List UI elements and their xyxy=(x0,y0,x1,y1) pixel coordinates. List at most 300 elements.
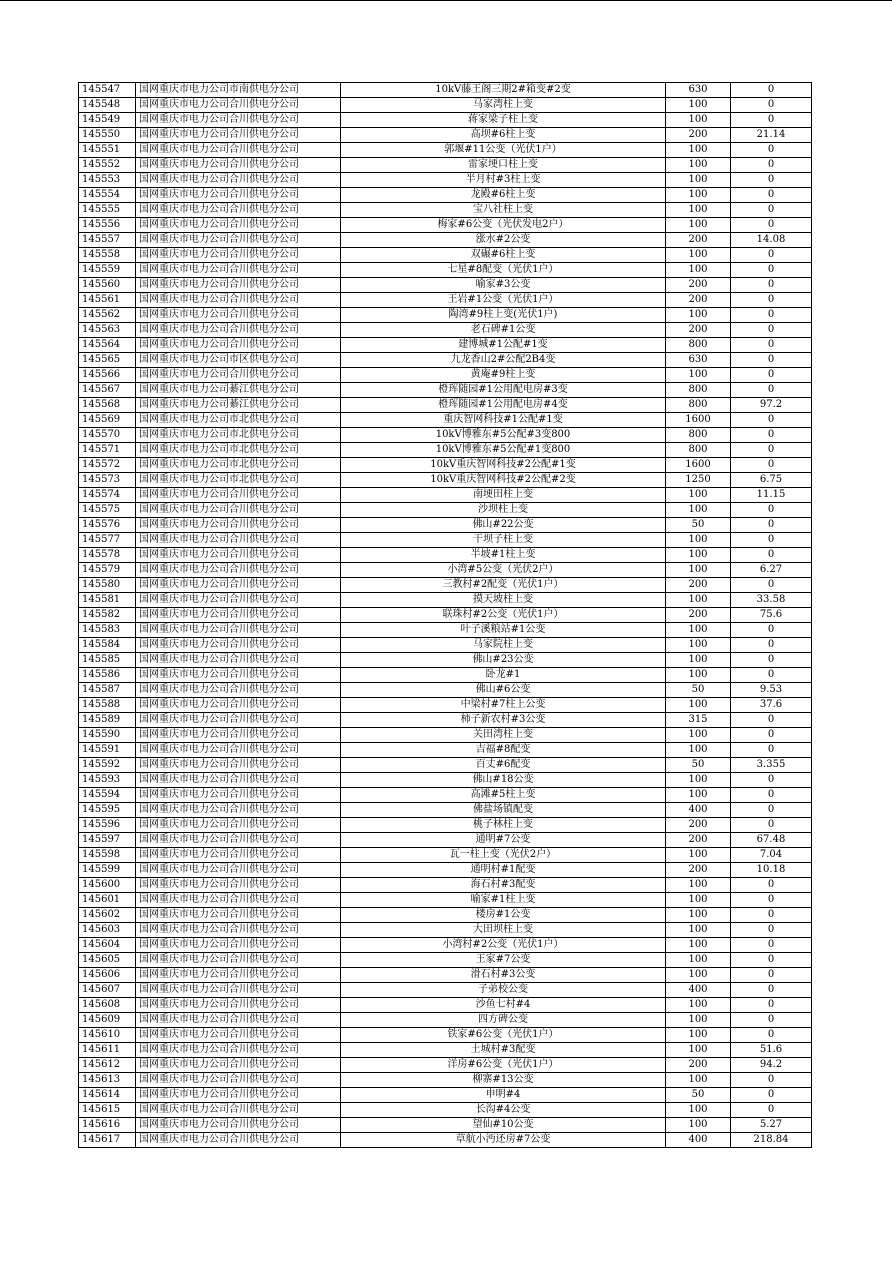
transformer-name-cell: 申明#4 xyxy=(341,1088,666,1103)
transformer-name-cell: 长沟#4公变 xyxy=(341,1103,666,1118)
capacity-cell: 50 xyxy=(666,758,731,773)
capacity-cell: 100 xyxy=(666,308,731,323)
row-id-cell: 145550 xyxy=(79,128,136,143)
row-id-cell: 145563 xyxy=(79,323,136,338)
row-id-cell: 145607 xyxy=(79,983,136,998)
supply-company-cell: 国网重庆市电力公司合川供电分公司 xyxy=(136,1103,341,1118)
capacity-cell: 100 xyxy=(666,368,731,383)
table-row xyxy=(79,668,812,683)
transformer-name-cell: 柳寨#13公变 xyxy=(341,1073,666,1088)
supply-company-cell: 国网重庆市电力公司合川供电分公司 xyxy=(136,653,341,668)
transformer-name-cell: 瓦一柱上变（光伏2户） xyxy=(341,848,666,863)
capacity-cell: 100 xyxy=(666,653,731,668)
transformer-name-cell: 梅家#6公变（光伏发电2户） xyxy=(341,218,666,233)
table-row xyxy=(79,878,812,893)
transformer-name-cell: 陶湾#9柱上变(光伏1户) xyxy=(341,308,666,323)
row-id-cell: 145581 xyxy=(79,593,136,608)
supply-company-cell: 国网重庆市电力公司合川供电分公司 xyxy=(136,1028,341,1043)
value-cell: 0 xyxy=(731,818,812,833)
value-cell: 0 xyxy=(731,743,812,758)
transformer-name-cell: 蒋家梁子柱上变 xyxy=(341,113,666,128)
capacity-cell: 100 xyxy=(666,263,731,278)
row-id-cell: 145592 xyxy=(79,758,136,773)
supply-company-cell: 国网重庆市电力公司合川供电分公司 xyxy=(136,233,341,248)
transformer-name-cell: 铁家#6公变（光伏1户） xyxy=(341,1028,666,1043)
table-row xyxy=(79,983,812,998)
capacity-cell: 200 xyxy=(666,608,731,623)
capacity-cell: 800 xyxy=(666,398,731,413)
capacity-cell: 100 xyxy=(666,1043,731,1058)
table-row xyxy=(79,608,812,623)
value-cell: 0 xyxy=(731,458,812,473)
capacity-cell: 1250 xyxy=(666,473,731,488)
value-cell: 0 xyxy=(731,728,812,743)
value-cell: 33.58 xyxy=(731,593,812,608)
capacity-cell: 100 xyxy=(666,158,731,173)
transformer-name-cell: 干坝子柱上变 xyxy=(341,533,666,548)
table-row xyxy=(79,518,812,533)
row-id-cell: 145609 xyxy=(79,1013,136,1028)
row-id-cell: 145596 xyxy=(79,818,136,833)
transformer-name-cell: 10kV藤王阁三期2#箱变#2变 xyxy=(341,83,666,98)
transformer-name-cell: 黄庵#9柱上变 xyxy=(341,368,666,383)
table-row xyxy=(79,503,812,518)
value-cell: 0 xyxy=(731,338,812,353)
value-cell: 0 xyxy=(731,98,812,113)
table-row xyxy=(79,1088,812,1103)
value-cell: 0 xyxy=(731,1088,812,1103)
row-id-cell: 145564 xyxy=(79,338,136,353)
transformer-name-cell: 小湾村#2公变（光伏1户） xyxy=(341,938,666,953)
supply-company-cell: 国网重庆市电力公司市北供电分公司 xyxy=(136,458,341,473)
table-row xyxy=(79,1043,812,1058)
table-row xyxy=(79,488,812,503)
row-id-cell: 145549 xyxy=(79,113,136,128)
row-id-cell: 145591 xyxy=(79,743,136,758)
row-id-cell: 145616 xyxy=(79,1118,136,1133)
supply-company-cell: 国网重庆市电力公司合川供电分公司 xyxy=(136,683,341,698)
row-id-cell: 145593 xyxy=(79,773,136,788)
value-cell: 0 xyxy=(731,998,812,1013)
supply-company-cell: 国网重庆市电力公司綦江供电分公司 xyxy=(136,383,341,398)
value-cell: 6.27 xyxy=(731,563,812,578)
transformer-name-cell: 中梁村#7柱上公变 xyxy=(341,698,666,713)
supply-company-cell: 国网重庆市电力公司合川供电分公司 xyxy=(136,278,341,293)
table-row xyxy=(79,1013,812,1028)
table-row xyxy=(79,413,812,428)
transformer-name-cell: 摸天坡柱上变 xyxy=(341,593,666,608)
table-row xyxy=(79,293,812,308)
table-row xyxy=(79,443,812,458)
capacity-cell: 100 xyxy=(666,1103,731,1118)
table-row xyxy=(79,458,812,473)
table-row xyxy=(79,548,812,563)
table-row xyxy=(79,803,812,818)
supply-company-cell: 国网重庆市电力公司合川供电分公司 xyxy=(136,983,341,998)
capacity-cell: 630 xyxy=(666,353,731,368)
table-row xyxy=(79,818,812,833)
supply-company-cell: 国网重庆市电力公司合川供电分公司 xyxy=(136,563,341,578)
transformer-name-cell: 大田坝柱上变 xyxy=(341,923,666,938)
value-cell: 94.2 xyxy=(731,1058,812,1073)
supply-company-cell: 国网重庆市电力公司合川供电分公司 xyxy=(136,923,341,938)
capacity-cell: 200 xyxy=(666,578,731,593)
table-row xyxy=(79,158,812,173)
transformer-name-cell: 南埂田柱上变 xyxy=(341,488,666,503)
supply-company-cell: 国网重庆市电力公司合川供电分公司 xyxy=(136,368,341,383)
transformer-name-cell: 宝八社柱上变 xyxy=(341,203,666,218)
value-cell: 0 xyxy=(731,428,812,443)
table-row xyxy=(79,923,812,938)
table-row xyxy=(79,1073,812,1088)
row-id-cell: 145606 xyxy=(79,968,136,983)
row-id-cell: 145605 xyxy=(79,953,136,968)
supply-company-cell: 国网重庆市电力公司合川供电分公司 xyxy=(136,248,341,263)
table-row xyxy=(79,953,812,968)
supply-company-cell: 国网重庆市电力公司合川供电分公司 xyxy=(136,338,341,353)
transformer-name-cell: 高滩#5柱上变 xyxy=(341,788,666,803)
transformer-name-cell: 沙鱼七村#4 xyxy=(341,998,666,1013)
transformer-name-cell: 高坝#6柱上变 xyxy=(341,128,666,143)
supply-company-cell: 国网重庆市电力公司市北供电分公司 xyxy=(136,443,341,458)
supply-company-cell: 国网重庆市电力公司合川供电分公司 xyxy=(136,1043,341,1058)
value-cell: 7.04 xyxy=(731,848,812,863)
capacity-cell: 315 xyxy=(666,713,731,728)
row-id-cell: 145574 xyxy=(79,488,136,503)
capacity-cell: 100 xyxy=(666,98,731,113)
row-id-cell: 145602 xyxy=(79,908,136,923)
capacity-cell: 100 xyxy=(666,773,731,788)
table-row xyxy=(79,83,812,98)
transformer-name-cell: 桃子林柱上变 xyxy=(341,818,666,833)
transformer-name-cell: 马家院柱上变 xyxy=(341,638,666,653)
transformer-name-cell: 10kV博雅东#5公配#3变800 xyxy=(341,428,666,443)
row-id-cell: 145576 xyxy=(79,518,136,533)
row-id-cell: 145614 xyxy=(79,1088,136,1103)
supply-company-cell: 国网重庆市电力公司合川供电分公司 xyxy=(136,833,341,848)
table-row xyxy=(79,263,812,278)
table-row xyxy=(79,938,812,953)
table-row xyxy=(79,128,812,143)
value-cell: 0 xyxy=(731,308,812,323)
capacity-cell: 100 xyxy=(666,488,731,503)
value-cell: 0 xyxy=(731,173,812,188)
supply-company-cell: 国网重庆市电力公司合川供电分公司 xyxy=(136,98,341,113)
row-id-cell: 145585 xyxy=(79,653,136,668)
row-id-cell: 145567 xyxy=(79,383,136,398)
table-row xyxy=(79,383,812,398)
transformer-name-cell: 柿子新农村#3公变 xyxy=(341,713,666,728)
supply-company-cell: 国网重庆市电力公司合川供电分公司 xyxy=(136,608,341,623)
row-id-cell: 145558 xyxy=(79,248,136,263)
table-row xyxy=(79,728,812,743)
table-row xyxy=(79,1028,812,1043)
table-row xyxy=(79,398,812,413)
table-row xyxy=(79,338,812,353)
supply-company-cell: 国网重庆市电力公司合川供电分公司 xyxy=(136,698,341,713)
transformer-name-cell: 建博城#1公配#1变 xyxy=(341,338,666,353)
transformer-name-cell: 四方碑公变 xyxy=(341,1013,666,1028)
value-cell: 0 xyxy=(731,878,812,893)
supply-company-cell: 国网重庆市电力公司合川供电分公司 xyxy=(136,938,341,953)
supply-company-cell: 国网重庆市电力公司合川供电分公司 xyxy=(136,488,341,503)
value-cell: 0 xyxy=(731,923,812,938)
value-cell: 0 xyxy=(731,413,812,428)
transformer-name-cell: 郭堰#11公变（光伏1户） xyxy=(341,143,666,158)
transformer-name-cell: 子弟校公变 xyxy=(341,983,666,998)
value-cell: 0 xyxy=(731,953,812,968)
transformer-name-cell: 半月村#3柱上变 xyxy=(341,173,666,188)
row-id-cell: 145553 xyxy=(79,173,136,188)
transformer-name-cell: 九龙香山2#公配2B4变 xyxy=(341,353,666,368)
transformer-name-cell: 橙珲随园#1公用配电房#4变 xyxy=(341,398,666,413)
table-row xyxy=(79,578,812,593)
value-cell: 0 xyxy=(731,1073,812,1088)
table-row xyxy=(79,113,812,128)
supply-company-cell: 国网重庆市电力公司市北供电分公司 xyxy=(136,413,341,428)
value-cell: 0 xyxy=(731,1013,812,1028)
supply-company-cell: 国网重庆市电力公司合川供电分公司 xyxy=(136,1088,341,1103)
capacity-cell: 100 xyxy=(666,788,731,803)
supply-company-cell: 国网重庆市电力公司合川供电分公司 xyxy=(136,143,341,158)
capacity-cell: 100 xyxy=(666,218,731,233)
capacity-cell: 100 xyxy=(666,1073,731,1088)
transformer-name-cell: 沙坝柱上变 xyxy=(341,503,666,518)
supply-company-cell: 国网重庆市电力公司合川供电分公司 xyxy=(136,773,341,788)
table-row xyxy=(79,473,812,488)
supply-company-cell: 国网重庆市电力公司合川供电分公司 xyxy=(136,548,341,563)
value-cell: 0 xyxy=(731,788,812,803)
supply-company-cell: 国网重庆市电力公司市北供电分公司 xyxy=(136,428,341,443)
supply-company-cell: 国网重庆市电力公司合川供电分公司 xyxy=(136,1118,341,1133)
value-cell: 14.08 xyxy=(731,233,812,248)
row-id-cell: 145586 xyxy=(79,668,136,683)
transformer-name-cell: 10kV重庆智网科技#2公配#1变 xyxy=(341,458,666,473)
supply-company-cell: 国网重庆市电力公司合川供电分公司 xyxy=(136,803,341,818)
transformer-name-cell: 草航小沔还房#7公变 xyxy=(341,1133,666,1148)
table-row xyxy=(79,143,812,158)
value-cell: 0 xyxy=(731,668,812,683)
transformer-name-cell: 雷家埂口柱上变 xyxy=(341,158,666,173)
value-cell: 11.15 xyxy=(731,488,812,503)
row-id-cell: 145568 xyxy=(79,398,136,413)
supply-company-cell: 国网重庆市电力公司合川供电分公司 xyxy=(136,293,341,308)
table-row xyxy=(79,1103,812,1118)
row-id-cell: 145557 xyxy=(79,233,136,248)
supply-company-cell: 国网重庆市电力公司綦江供电分公司 xyxy=(136,398,341,413)
value-cell: 0 xyxy=(731,578,812,593)
table-row xyxy=(79,998,812,1013)
capacity-cell: 100 xyxy=(666,968,731,983)
row-id-cell: 145551 xyxy=(79,143,136,158)
row-id-cell: 145597 xyxy=(79,833,136,848)
capacity-cell: 100 xyxy=(666,668,731,683)
row-id-cell: 145600 xyxy=(79,878,136,893)
transformer-name-cell: 三教村#2配变（光伏1户） xyxy=(341,578,666,593)
value-cell: 0 xyxy=(731,1103,812,1118)
table-row xyxy=(79,368,812,383)
table-row xyxy=(79,248,812,263)
capacity-cell: 100 xyxy=(666,743,731,758)
row-id-cell: 145580 xyxy=(79,578,136,593)
transformer-name-cell: 卧龙#1 xyxy=(341,668,666,683)
value-cell: 0 xyxy=(731,908,812,923)
row-id-cell: 145611 xyxy=(79,1043,136,1058)
row-id-cell: 145552 xyxy=(79,158,136,173)
transformer-name-cell: 土城村#3配变 xyxy=(341,1043,666,1058)
value-cell: 0 xyxy=(731,383,812,398)
value-cell: 75.6 xyxy=(731,608,812,623)
transformer-name-cell: 佛山#22公变 xyxy=(341,518,666,533)
value-cell: 0 xyxy=(731,518,812,533)
supply-company-cell: 国网重庆市电力公司合川供电分公司 xyxy=(136,788,341,803)
capacity-cell: 100 xyxy=(666,1013,731,1028)
value-cell: 0 xyxy=(731,368,812,383)
transformer-name-cell: 关田湾柱上变 xyxy=(341,728,666,743)
value-cell: 3.355 xyxy=(731,758,812,773)
supply-company-cell: 国网重庆市电力公司合川供电分公司 xyxy=(136,623,341,638)
capacity-cell: 200 xyxy=(666,323,731,338)
capacity-cell: 100 xyxy=(666,893,731,908)
supply-company-cell: 国网重庆市电力公司合川供电分公司 xyxy=(136,593,341,608)
supply-company-cell: 国网重庆市电力公司合川供电分公司 xyxy=(136,308,341,323)
supply-company-cell: 国网重庆市电力公司合川供电分公司 xyxy=(136,173,341,188)
table-row xyxy=(79,653,812,668)
capacity-cell: 100 xyxy=(666,593,731,608)
value-cell: 0 xyxy=(731,533,812,548)
supply-company-cell: 国网重庆市电力公司合川供电分公司 xyxy=(136,848,341,863)
row-id-cell: 145579 xyxy=(79,563,136,578)
supply-company-cell: 国网重庆市电力公司合川供电分公司 xyxy=(136,863,341,878)
row-id-cell: 145575 xyxy=(79,503,136,518)
value-cell: 0 xyxy=(731,938,812,953)
table-row xyxy=(79,428,812,443)
row-id-cell: 145556 xyxy=(79,218,136,233)
row-id-cell: 145562 xyxy=(79,308,136,323)
row-id-cell: 145587 xyxy=(79,683,136,698)
transformer-name-cell: 吉福#8配变 xyxy=(341,743,666,758)
supply-company-cell: 国网重庆市电力公司合川供电分公司 xyxy=(136,128,341,143)
table-row xyxy=(79,173,812,188)
transformer-name-cell: 佛山#18公变 xyxy=(341,773,666,788)
capacity-cell: 800 xyxy=(666,338,731,353)
row-id-cell: 145589 xyxy=(79,713,136,728)
transformer-name-cell: 通明村#1配变 xyxy=(341,863,666,878)
capacity-cell: 800 xyxy=(666,428,731,443)
value-cell: 0 xyxy=(731,713,812,728)
value-cell: 67.48 xyxy=(731,833,812,848)
value-cell: 0 xyxy=(731,113,812,128)
row-id-cell: 145604 xyxy=(79,938,136,953)
row-id-cell: 145559 xyxy=(79,263,136,278)
table-row xyxy=(79,593,812,608)
value-cell: 0 xyxy=(731,353,812,368)
capacity-cell: 100 xyxy=(666,698,731,713)
capacity-cell: 100 xyxy=(666,533,731,548)
capacity-cell: 100 xyxy=(666,998,731,1013)
table-row xyxy=(79,848,812,863)
table-row xyxy=(79,908,812,923)
capacity-cell: 200 xyxy=(666,278,731,293)
row-id-cell: 145588 xyxy=(79,698,136,713)
value-cell: 0 xyxy=(731,968,812,983)
table-row xyxy=(79,203,812,218)
transformer-name-cell: 老石碑#1公变 xyxy=(341,323,666,338)
capacity-cell: 200 xyxy=(666,233,731,248)
capacity-cell: 100 xyxy=(666,548,731,563)
table-row xyxy=(79,743,812,758)
value-cell: 0 xyxy=(731,83,812,98)
value-cell: 37.6 xyxy=(731,698,812,713)
capacity-cell: 200 xyxy=(666,818,731,833)
transformer-name-cell: 橙珲随园#1公用配电房#3变 xyxy=(341,383,666,398)
row-id-cell: 145566 xyxy=(79,368,136,383)
value-cell: 0 xyxy=(731,983,812,998)
value-cell: 0 xyxy=(731,653,812,668)
capacity-cell: 200 xyxy=(666,128,731,143)
table-row xyxy=(79,623,812,638)
row-id-cell: 145583 xyxy=(79,623,136,638)
capacity-cell: 200 xyxy=(666,833,731,848)
supply-company-cell: 国网重庆市电力公司合川供电分公司 xyxy=(136,713,341,728)
row-id-cell: 145590 xyxy=(79,728,136,743)
supply-company-cell: 国网重庆市电力公司合川供电分公司 xyxy=(136,743,341,758)
value-cell: 0 xyxy=(731,278,812,293)
capacity-cell: 100 xyxy=(666,953,731,968)
transformer-name-cell: 龙殿#6柱上变 xyxy=(341,188,666,203)
capacity-cell: 100 xyxy=(666,1028,731,1043)
row-id-cell: 145572 xyxy=(79,458,136,473)
table-row xyxy=(79,278,812,293)
table-row xyxy=(79,893,812,908)
supply-company-cell: 国网重庆市电力公司合川供电分公司 xyxy=(136,998,341,1013)
supply-company-cell: 国网重庆市电力公司合川供电分公司 xyxy=(136,203,341,218)
transformer-name-cell: 望仙#10公变 xyxy=(341,1118,666,1133)
capacity-cell: 200 xyxy=(666,863,731,878)
supply-company-cell: 国网重庆市电力公司合川供电分公司 xyxy=(136,953,341,968)
transformer-name-cell: 七星#8配变（光伏1户） xyxy=(341,263,666,278)
value-cell: 21.14 xyxy=(731,128,812,143)
transformer-name-cell: 滑石村#3公变 xyxy=(341,968,666,983)
row-id-cell: 145569 xyxy=(79,413,136,428)
value-cell: 0 xyxy=(731,248,812,263)
capacity-cell: 100 xyxy=(666,938,731,953)
value-cell: 0 xyxy=(731,143,812,158)
row-id-cell: 145554 xyxy=(79,188,136,203)
row-id-cell: 145570 xyxy=(79,428,136,443)
transformer-name-cell: 王岩#1公变（光伏1户） xyxy=(341,293,666,308)
capacity-cell: 100 xyxy=(666,203,731,218)
capacity-cell: 100 xyxy=(666,503,731,518)
table-row xyxy=(79,773,812,788)
capacity-cell: 100 xyxy=(666,143,731,158)
value-cell: 0 xyxy=(731,1028,812,1043)
row-id-cell: 145595 xyxy=(79,803,136,818)
value-cell: 9.53 xyxy=(731,683,812,698)
supply-company-cell: 国网重庆市电力公司合川供电分公司 xyxy=(136,578,341,593)
transformer-name-cell: 马家湾柱上变 xyxy=(341,98,666,113)
row-id-cell: 145584 xyxy=(79,638,136,653)
capacity-cell: 200 xyxy=(666,1058,731,1073)
supply-company-cell: 国网重庆市电力公司合川供电分公司 xyxy=(136,1058,341,1073)
value-cell: 0 xyxy=(731,218,812,233)
transformer-name-cell: 10kV博雅东#5公配#1变800 xyxy=(341,443,666,458)
supply-company-cell: 国网重庆市电力公司合川供电分公司 xyxy=(136,668,341,683)
transformer-name-cell: 10kV重庆智网科技#2公配#2变 xyxy=(341,473,666,488)
capacity-cell: 100 xyxy=(666,878,731,893)
table-row xyxy=(79,533,812,548)
supply-company-cell: 国网重庆市电力公司合川供电分公司 xyxy=(136,638,341,653)
